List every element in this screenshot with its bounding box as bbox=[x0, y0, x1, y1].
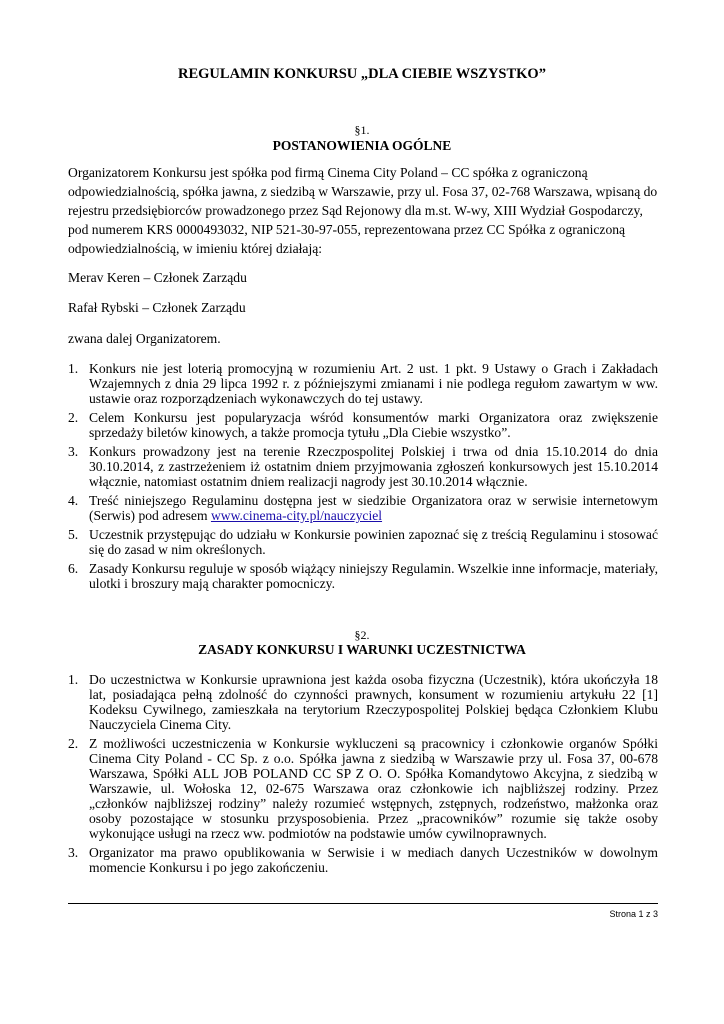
section-2-list bbox=[68, 672, 658, 879]
board-member-2: Rafał Rybski – Członek Zarządu bbox=[68, 300, 246, 315]
organizer-intro-paragraph: Organizatorem Konkursu jest spółka pod firmą Cinema City Poland – CC spółka z ograniczoną odpowiedzialnością, spółka jawna, z siedzibą w Warszawie, przy ul. Fosa 37, 02-768 Warszawa, wpisaną do rejestru przedsiębiorców prowadzonego przez Sąd Rejonowy dla m.st. W-wy, XIII Wydział Gospodarczy, pod numerem KRS 0000493032, NIP 521-30-97-055, reprezentowana przez CC Spółka z ograniczoną odpowiedzialnością, w imieniu której działają: bbox=[68, 165, 658, 256]
section-1-heading: POSTANOWIENIA OGÓLNE bbox=[272, 138, 452, 153]
list-item: 5. Uczestnik przystępując do udziału w Konkursie powinien zapoznać się z treścią Regulaminu i stosować się do zasad w nim określonych. bbox=[68, 527, 658, 557]
section-2-number: §2. bbox=[354, 628, 370, 642]
document-title: REGULAMIN KONKURSU „DLA CIEBIE WSZYSTKO” bbox=[178, 66, 546, 82]
list-item: 1. Konkurs nie jest loterią promocyjną w rozumieniu Art. 2 ust. 1 pkt. 9 Ustawy o Grach i Zakładach Wzajemnych z dnia 29 lipca 1992 r. z późniejszymi zmianami i nie podlega regułom zawartym w ww. ustawie oraz rozporządzeniach wykonawczych do tej ustawy. bbox=[68, 361, 658, 406]
list-item: 6. Zasady Konkursu reguluje w sposób wiążący niniejszy Regulamin. Wszelkie inne informacje, materiały, ulotki i broszury mają charakter pomocniczy. bbox=[68, 561, 658, 591]
list-item: 1. Do uczestnictwa w Konkursie uprawniona jest każda osoba fizyczna (Uczestnik), która ukończyła 18 lat, posiadająca pełną zdolność do czynności prawnych, konsument w rozumieniu artykułu 22 [1] Kodeksu Cywilnego, zamieszkała na terytorium Rzeczypospolitej Polskiej będąca Członkiem Klubu Nauczyciela Cinema City. bbox=[68, 672, 658, 732]
section-1-list bbox=[68, 361, 658, 595]
list-item: 2. Celem Konkursu jest popularyzacja wśród konsumentów marki Organizatora oraz zwiększenie sprzedaży biletów kinowych, a także promocja tytułu „Dla Ciebie wszystko”. bbox=[68, 410, 658, 440]
list-item: 2. Z możliwości uczestniczenia w Konkursie wykluczeni są pracownicy i członkowie organów Spółki Cinema City Poland - CC Sp. z o.o. Spółka jawna z siedzibą w Warszawie przy ul. Fosa 37, 00-678 Warszawa, Spółki ALL JOB POLAND CC SP Z O. O. Spółka Komandytowo Akcyjna, z siedzibą w Warszawie, ul. Wołoska 12, 02-675 Warszawa oraz członkowie ich najbliższej rodziny. Przez „członków najbliższej rodziny” należy rozumieć wstępnych, zstępnych, rodzeństwo, małżonka oraz osoby pozostające w stosunku przysposobienia. Przez „pracowników” rozumie się także osoby wykonujące usługi na rzecz ww. podmiotów na podstawie umów cywilnoprawnych. bbox=[68, 736, 658, 841]
list-item: 3. Organizator ma prawo opublikowania w Serwisie i w mediach danych Uczestników w dowolnym momencie Konkursu i po jego zakończeniu. bbox=[68, 845, 658, 875]
list-item: 3. Konkurs prowadzony jest na terenie Rzeczpospolitej Polskiej i trwa od dnia 15.10.2014 do dnia 30.10.2014, z zastrzeżeniem iż ostatnim dniem przyjmowania zgłoszeń konkursowych jest 15.10.2014 włącznie, natomiast ostatnim dniem realizacji nagrody jest 30.10.2014 włącznie. bbox=[68, 444, 658, 489]
footer-divider bbox=[68, 903, 658, 904]
section-2-heading: ZASADY KONKURSU I WARUNKI UCZESTNICTWA bbox=[198, 642, 526, 657]
regulamin-url-link[interactable]: www.cinema-city.pl/nauczyciel bbox=[210, 508, 383, 523]
board-member-1: Merav Keren – Członek Zarządu bbox=[68, 270, 247, 285]
page-number: Strona 1 z 3 bbox=[609, 909, 658, 919]
list-item: 4. Treść niniejszego Regulaminu dostępna jest w siedzibie Organizatora oraz w serwisie internetowym (Serwis) pod adresem www.cinema-city.pl/nauczyciel bbox=[68, 493, 658, 523]
organizer-closing: zwana dalej Organizatorem. bbox=[68, 331, 221, 346]
section-1-number: §1. bbox=[354, 123, 370, 137]
